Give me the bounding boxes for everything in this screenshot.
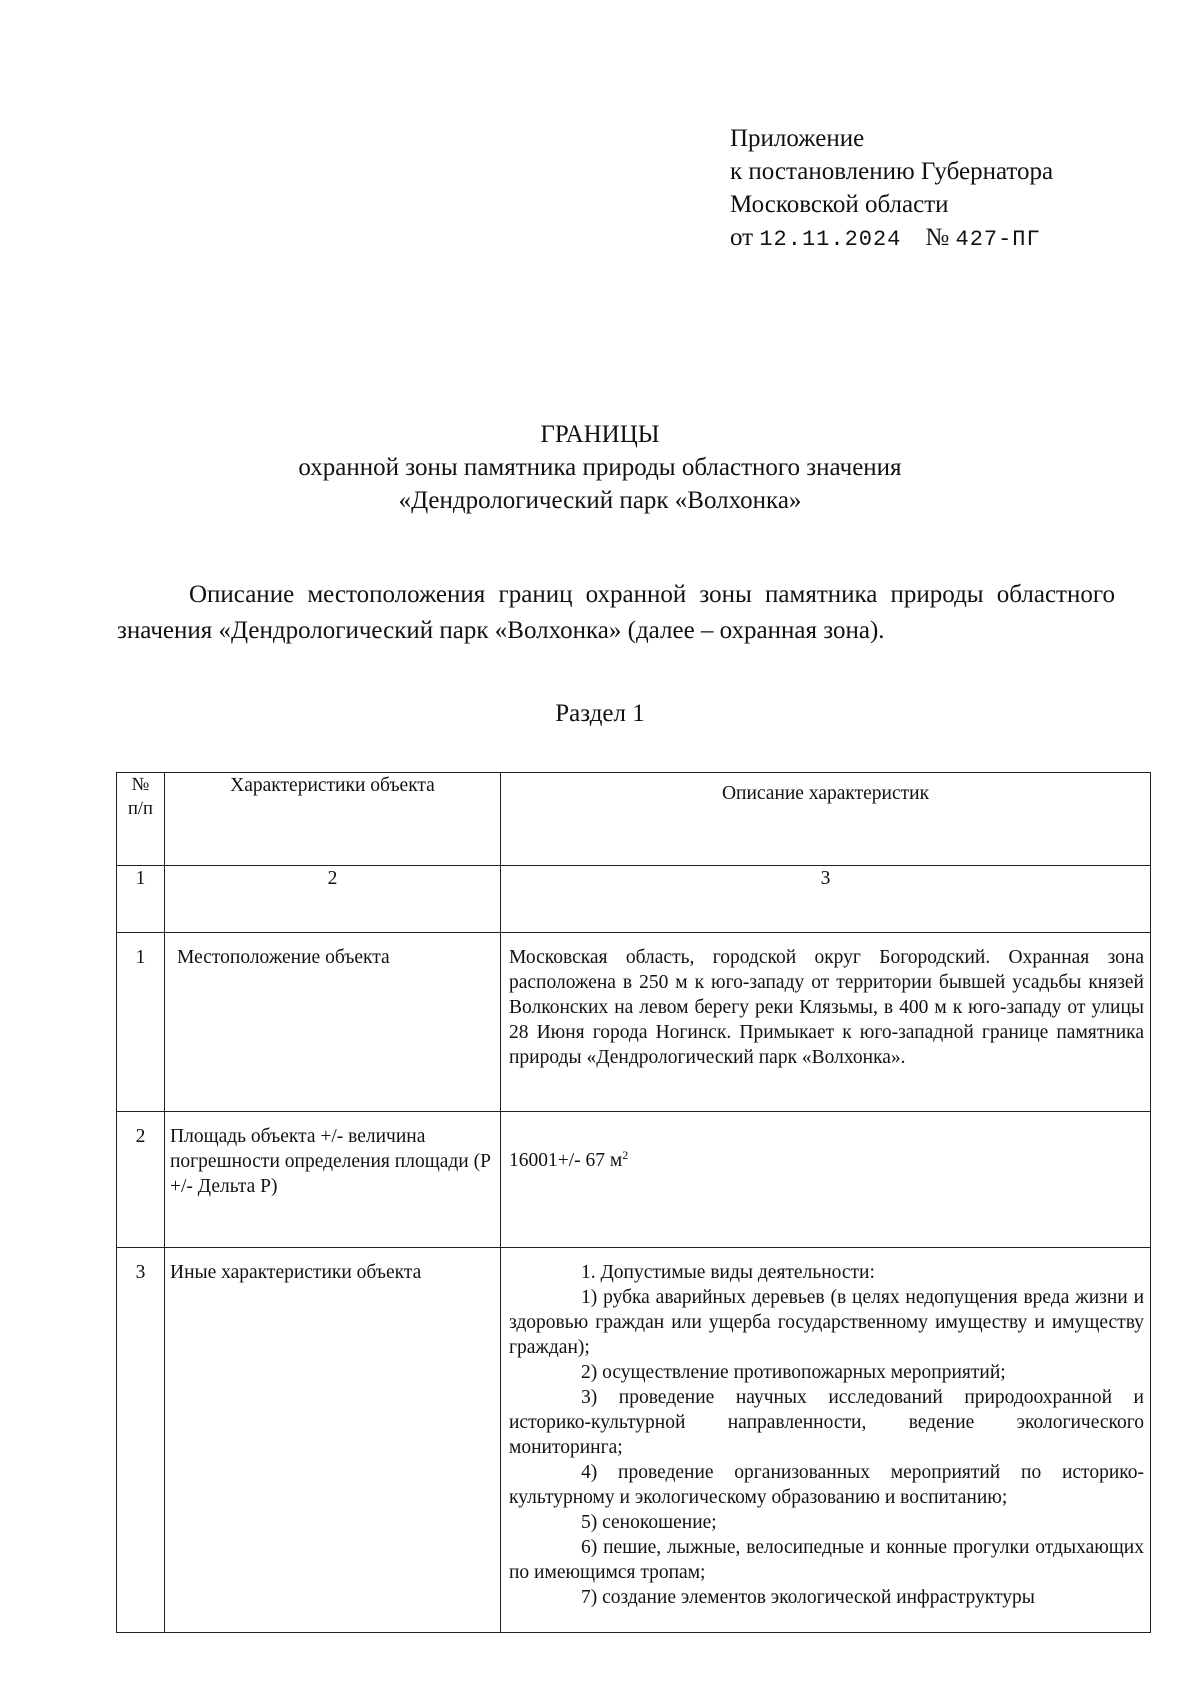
area-value: 16001+/- 67 м	[509, 1150, 623, 1171]
list-item: 1) рубка аварийных деревьев (в целях недопущения вреда жизни и здоровью граждан или ущерба государственному имуществу и имуществу граждан);	[509, 1287, 1144, 1358]
appendix-decree-line: к постановлению Губернатора	[730, 158, 1054, 185]
header-description: Описание характеристик	[501, 773, 1151, 866]
document-title	[0, 418, 1200, 517]
header-num-sign: №	[131, 775, 150, 795]
appendix-date-line	[730, 221, 1053, 256]
row-number: 1	[117, 933, 165, 1112]
title-park-name: «Дендрологический парк «Волхонка»	[398, 487, 802, 514]
decree-date: 12.11.2024	[759, 227, 902, 252]
appendix-label: Приложение	[730, 125, 865, 152]
intro-paragraph	[117, 577, 1115, 649]
list-item: 4) проведение организованных мероприятий по историко-культурному и экологическому образованию и воспитанию;	[509, 1462, 1144, 1508]
list-item: 3) проведение научных исследований природоохранной и историко-культурной направленности, ведение экологического мониторинга;	[509, 1387, 1144, 1458]
column-number: 1	[117, 866, 165, 933]
area-unit-exponent: 2	[622, 1148, 629, 1162]
characteristics-table	[116, 772, 1151, 1633]
column-number: 3	[501, 866, 1151, 933]
row-description	[501, 1248, 1151, 1633]
appendix-header	[730, 122, 1053, 256]
row-description: Московская область, городской округ Богородский. Охранная зона расположена в 250 м к юго-западу от территории бывшей усадьбы князей Волконских на левом берегу реки Клязьмы, в 400 м к юго-западу от улицы 28 Июня города Ногинск. Примыкает к юго-западной границе памятника природы «Дендрологический парк «Волхонка».	[501, 933, 1151, 1112]
row-characteristic: Местоположение объекта	[165, 933, 501, 1112]
list-item: 7) создание элементов экологической инфраструктуры	[581, 1587, 1035, 1608]
table-row	[117, 1248, 1151, 1633]
row-number: 2	[117, 1112, 165, 1248]
title-subtitle: охранной зоны памятника природы областного значения	[298, 454, 902, 481]
number-sign: №	[925, 224, 950, 251]
column-number-row	[117, 866, 1151, 933]
section-title: Раздел 1	[555, 700, 645, 727]
title-heading: ГРАНИЦЫ	[540, 421, 660, 448]
table-row	[117, 933, 1151, 1112]
list-item: 2) осуществление противопожарных мероприятий;	[581, 1362, 1006, 1383]
list-item: 6) пешие, лыжные, велосипедные и конные прогулки отдыхающих по имеющимся тропам;	[509, 1537, 1144, 1583]
row-number: 3	[117, 1248, 165, 1633]
column-number: 2	[165, 866, 501, 933]
row-description	[501, 1112, 1151, 1248]
header-num-abbr: п/п	[128, 799, 153, 819]
list-item: 5) сенокошение;	[581, 1512, 717, 1533]
date-prefix: от	[730, 224, 754, 251]
table-row	[117, 1112, 1151, 1248]
table-header-row	[117, 773, 1151, 866]
appendix-region-line: Московской области	[730, 191, 949, 218]
row-characteristic: Иные характеристики объекта	[165, 1248, 501, 1633]
header-characteristics: Характеристики объекта	[165, 773, 501, 866]
decree-number: 427-ПГ	[955, 227, 1041, 252]
header-num	[117, 773, 165, 866]
intro-text: Описание местоположения границ охранной зоны памятника природы областного значения «Дендрологический парк «Волхонка» (далее – охранная зона).	[117, 581, 1115, 644]
list-item: 1. Допустимые виды деятельности:	[581, 1262, 875, 1283]
row-characteristic: Площадь объекта +/- величина погрешности определения площади (P +/- Дельта P)	[165, 1112, 501, 1248]
